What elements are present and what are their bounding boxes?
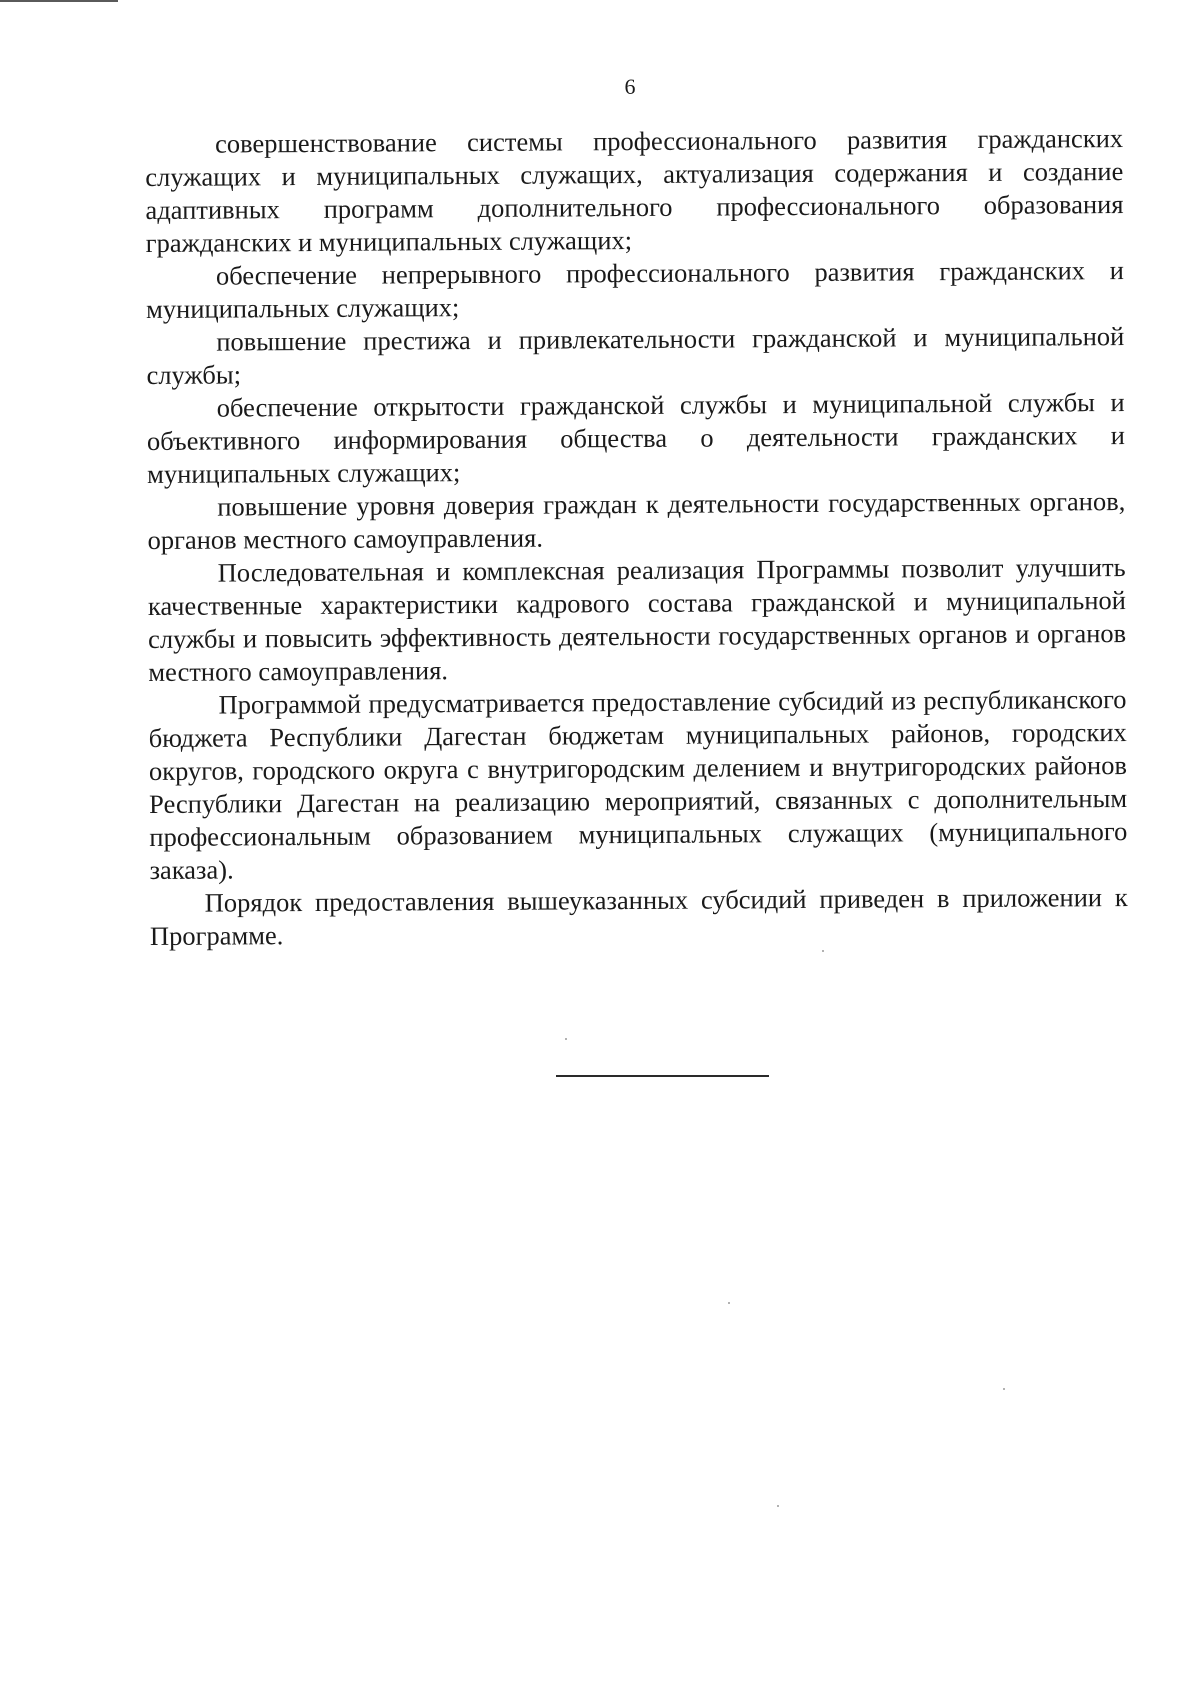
page-number: 6: [624, 74, 636, 99]
document-body: [145, 122, 1128, 953]
closing-divider-line: [556, 1075, 769, 1077]
scan-edge-mark: [0, 0, 118, 2]
paragraph-subsidy-procedure: Порядок предоставления вышеуказанных субсидий приведен в приложении к Программе.: [149, 882, 1128, 951]
scan-speck: [728, 1302, 730, 1304]
scan-speck: [777, 1505, 779, 1507]
paragraph-service-openness: обеспечение открытости гражданской службы и муниципальной службы и объективного информирования общества о деятельности гражданских и муниципальных служащих;: [146, 387, 1125, 489]
paragraph-continuous-development: обеспечение непрерывного профессионального развития гражданских и муниципальных служащих;: [146, 255, 1124, 324]
paragraph-subsidies: Программой предусматривается предоставление субсидий из республиканского бюджета Республики Дагестан бюджетам муниципальных районов, городских округов, городского округа с внутригородским делением и внутригородских районов Республики Дагестан на реализацию мероприятий, связанных с дополнительным профессиональным образованием муниципальных служащих (муниципального заказа).: [148, 684, 1128, 885]
scan-speck: [565, 1038, 567, 1040]
paragraph-program-implementation: Последовательная и комплексная реализация Программы позволит улучшить качественные характеристики кадрового состава гражданской и муниципальной службы и повысить эффективность деятельности государственных органов и органов местного самоуправления.: [147, 552, 1127, 687]
scan-speck: [822, 950, 824, 952]
paragraph-public-trust: повышение уровня доверия граждан к деятельности государственных органов, органов местного самоуправления.: [147, 486, 1126, 555]
paragraph-professional-development-system: совершенствование системы профессионального развития гражданских служащих и муниципальных служащих, актуализация содержания и создание адаптивных программ дополнительного профессионального образования гражданских и муниципальных служащих;: [145, 123, 1124, 258]
paragraph-service-prestige: повышение престижа и привлекательности гражданской и муниципальной службы;: [146, 321, 1125, 390]
scan-speck: [1003, 1388, 1005, 1390]
